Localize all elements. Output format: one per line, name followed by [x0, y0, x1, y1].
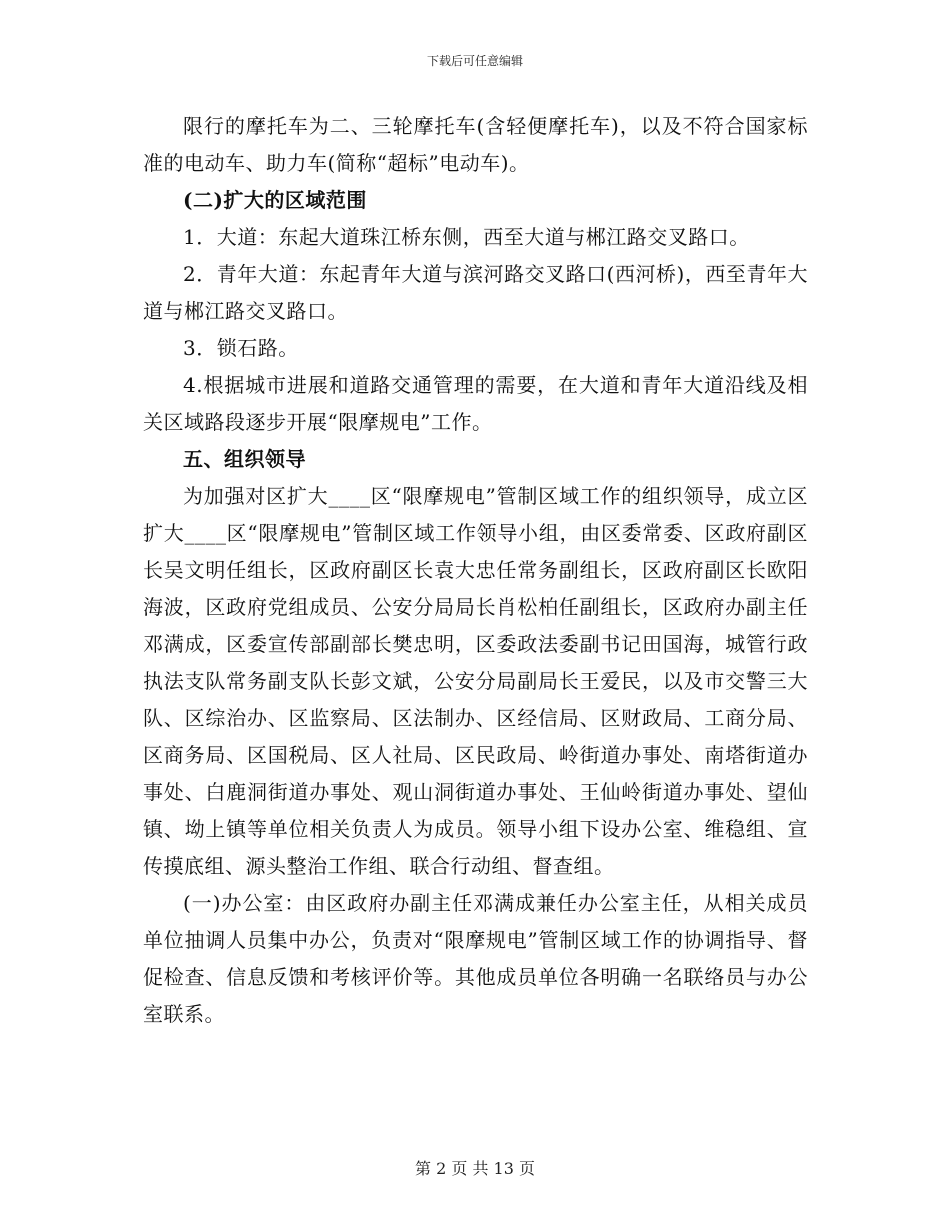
paragraph-office: (一)办公室：由区政府办副主任邓满成兼任办公室主任，从相关成员单位抽调人员集中办公，负责对“限摩规电”管制区域工作的协调指导、督促检查、信息反馈和考核评价等。其他成员单位各明确一名联络员与办公室联系。 [143, 891, 808, 1026]
paragraph-item-2: 2．青年大道：东起青年大道与滨河路交叉路口(西河桥)，西至青年大道与郴江路交叉路口。 [143, 262, 808, 323]
paragraph-vehicle-scope: 限行的摩托车为二、三轮摩托车(含轻便摩托车)，以及不符合国家标准的电动车、助力车(简称“超标”电动车)。 [143, 114, 808, 175]
heading-expanded-area: (二)扩大的区域范围 [183, 188, 367, 212]
paragraph-item-3: 3．锁石路。 [183, 336, 299, 360]
document-body [143, 108, 808, 1033]
paragraph-leadership-group: 为加强对区扩大____区“限摩规电”管制区域工作的组织领导，成立区扩大____区“限摩规电”管制区域工作领导小组，由区委常委、区政府副区长吴文明任组长，区政府副区长袁大忠任常务副组长，区政府副区长欧阳海波，区政府党组成员、公安分局局长肖松柏任副组长，区政府办副主任邓满成，区委宣传部副部长樊忠明，区委政法委副书记田国海，城管行政执法支队常务副支队长彭文斌，公安分局副局长王爱民，以及市交警三大队、区综治办、区监察局、区法制办、区经信局、区财政局、工商分局、区商务局、区国税局、区人社局、区民政局、岭街道办事处、南塔街道办事处、白鹿洞街道办事处、观山洞街道办事处、王仙岭街道办事处、望仙镇、坳上镇等单位相关负责人为成员。领导小组下设办公室、维稳组、宣传摸底组、源头整治工作组、联合行动组、督查组。 [143, 484, 808, 878]
paragraph-item-1: 1．大道：东起大道珠江桥东侧，西至大道与郴江路交叉路口。 [183, 225, 750, 249]
page-header: 下载后可任意编辑 [426, 54, 523, 68]
page-footer: 第 2 页 共 13 页 [415, 1159, 535, 1178]
heading-organization: 五、组织领导 [183, 447, 306, 471]
paragraph-item-4: 4.根据城市进展和道路交通管理的需要，在大道和青年大道沿线及相关区域路段逐步开展“限摩规电”工作。 [143, 373, 808, 434]
